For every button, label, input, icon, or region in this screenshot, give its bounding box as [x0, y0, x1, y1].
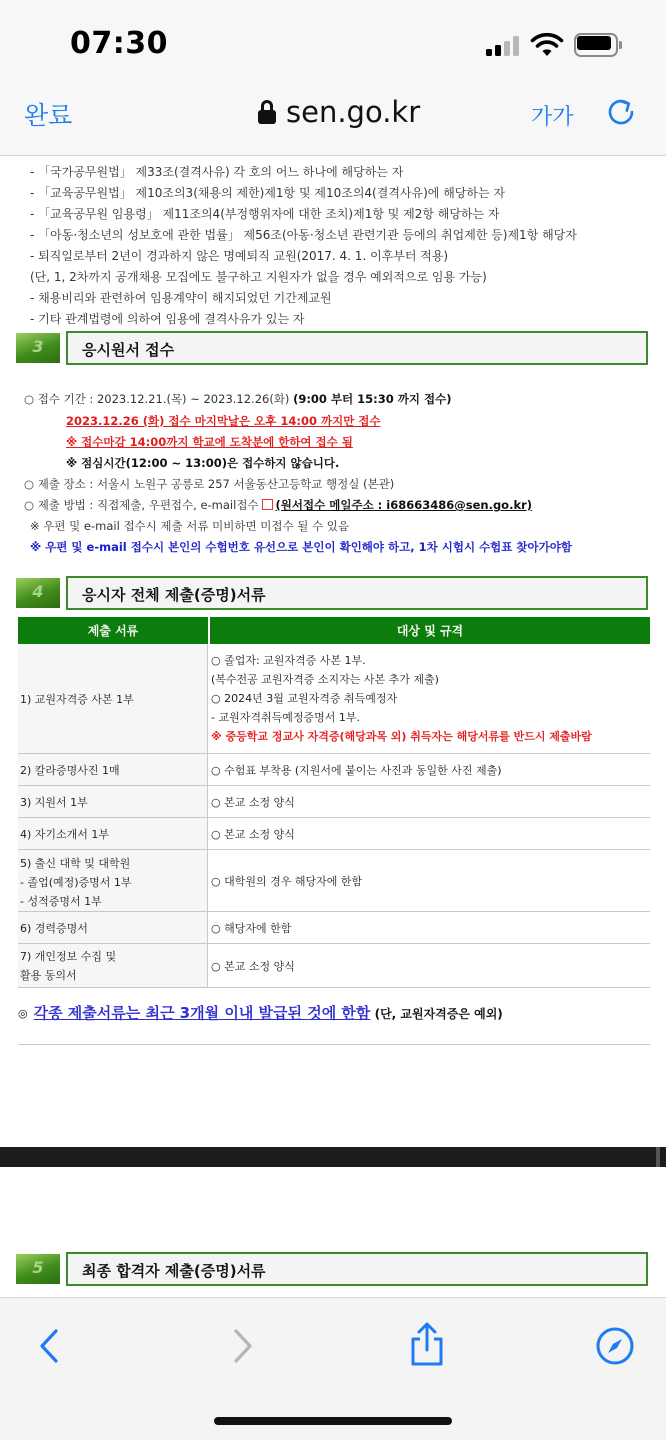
section-4-header: [16, 576, 650, 610]
section-title-box: [66, 331, 648, 365]
url-text: sen.go.kr: [286, 95, 421, 129]
wifi-icon: [530, 32, 564, 58]
spec-line: ○ 본교 소정 양식: [211, 959, 295, 973]
column-header: 제출 서류: [87, 624, 139, 638]
doc-name: 5) 출신 대학 및 대학원: [20, 857, 131, 870]
doc-name: - 졸업(예정)증명서 1부: [20, 876, 132, 889]
section-title: 최종 합격자 제출(증명)서류: [82, 1262, 266, 1280]
spec-line: ○ 수험표 부착용 (지원서에 붙이는 사진과 동일한 사진 제출): [211, 763, 502, 777]
section-title: 응시자 전체 제출(증명)서류: [82, 586, 266, 604]
table-header: [18, 617, 650, 644]
section-title-box: [66, 576, 648, 610]
compass-icon[interactable]: [595, 1326, 635, 1366]
address-bar[interactable]: [258, 94, 420, 130]
spec-line: ○ 본교 소정 양식: [211, 827, 295, 841]
page-content: [0, 157, 666, 1147]
share-icon[interactable]: [407, 1322, 447, 1368]
doc-name: 1) 교원자격증 사본 1부: [20, 692, 134, 706]
section-number-badge: 4: [16, 578, 60, 608]
browser-toolbar: [0, 1297, 666, 1440]
column-header: 대상 및 규격: [396, 624, 464, 638]
doc-name: 7) 개인정보 수집 및: [20, 950, 117, 963]
doc-name: 4) 자기소개서 1부: [20, 827, 110, 841]
section-3-header: [16, 331, 650, 365]
table-row: [18, 786, 650, 818]
spec-warning: ※ 중등학교 정교사 자격증(해당과목 외) 취득자는 해당서류를 반드시 제출바람: [211, 730, 592, 743]
page-break-band: [0, 1147, 666, 1167]
place-line: ○ 제출 장소 : 서울시 노원구 공릉로 257 서울동산고등학교 행정실 (본관): [24, 477, 395, 491]
doc-name: 3) 지원서 1부: [20, 795, 88, 809]
period-line: ○ 접수 기간 : 2023.12.21.(목) ~ 2023.12.26(화) (9:00 부터 15:30 까지 접수): [24, 392, 452, 406]
home-indicator: [214, 1417, 452, 1425]
spec-line: ○ 본교 소정 양식: [211, 795, 295, 809]
spec-line: - 교원자격취득예정증명서 1부.: [211, 711, 360, 724]
note-link[interactable]: 각종 제출서류는 최근 3개월 이내 발급된 것에 한함: [33, 1004, 371, 1022]
battery-icon: [574, 33, 622, 57]
lock-icon: [258, 100, 276, 124]
spec-line: ○ 대학원의 경우 해당자에 한함: [211, 874, 363, 888]
spec-line: ○ 해당자에 한함: [211, 921, 292, 935]
text-size-button[interactable]: 가가: [531, 105, 574, 130]
method-line: ○ 제출 방법 : 직접제출, 우편접수, e-mail접수 (원서접수 메일주소 : i68663486@sen.go.kr): [24, 498, 533, 512]
spec-line: ○ 2024년 3월 교원자격증 취득예정자: [211, 692, 398, 705]
section-5-header: [16, 1252, 650, 1286]
phone-verify-note: ※ 우편 및 e-mail 접수시 본인의 수험번호 유선으로 본인이 확인해야 하고, 1차 시험시 수험표 찾아가야함: [30, 540, 572, 554]
intro-line: - 「국가공무원법」 제33조(결격사유) 각 호의 어느 하나에 해당하는 자: [30, 165, 404, 179]
doc-name: 2) 칼라증명사진 1매: [20, 763, 120, 777]
table-row: [18, 944, 650, 988]
section-title-box: [66, 1252, 648, 1286]
reload-icon[interactable]: [604, 95, 638, 129]
table-row: [18, 644, 650, 754]
spec-line: (복수전공 교원자격증 소지자는 사본 추가 제출): [211, 673, 439, 686]
intro-line: - 기타 관계법령에 의하여 임용에 결격사유가 있는 자: [30, 312, 305, 326]
table-row: [18, 818, 650, 850]
table-row: [18, 912, 650, 944]
section-number-badge: 5: [16, 1254, 60, 1284]
table-row: [18, 850, 650, 912]
table-row: [18, 754, 650, 786]
intro-line: - 채용비리와 관련하여 임용계약이 해지되었던 기간제교원: [30, 291, 332, 305]
back-icon[interactable]: [30, 1326, 70, 1366]
documents-note: ◎ 각종 제출서류는 최근 3개월 이내 발급된 것에 한함 (단, 교원자격증은 예외): [18, 1004, 503, 1022]
deadline-warning: 2023.12.26 (화) 접수 마지막날은 오후 14:00 까지만 접수: [66, 414, 381, 428]
incomplete-note: ※ 우편 및 e-mail 접수시 제출 서류 미비하면 미접수 될 수 있음: [30, 519, 349, 533]
doc-name: 활용 동의서: [20, 969, 77, 982]
section-number-badge: 3: [16, 333, 60, 363]
arrival-warning: ※ 접수마감 14:00까지 학교에 도착분에 한하여 접수 됨: [66, 435, 353, 449]
intro-line: - 「아동·청소년의 성보호에 관한 법률」 제56조(아동·청소년 관련기관 등에의 취업제한 등)제1항 해당자: [30, 228, 577, 242]
forward-icon[interactable]: [222, 1326, 262, 1366]
browser-nav-bar: [0, 80, 666, 156]
status-bar: [0, 0, 666, 80]
section-title: 응시원서 접수: [82, 341, 175, 359]
intro-line: - 퇴직일로부터 2년이 경과하지 않은 명예퇴직 교원(2017. 4. 1. 이후부터 적용): [30, 249, 449, 263]
page-content-next: [0, 1167, 666, 1297]
cellular-signal-icon: [486, 36, 522, 56]
intro-line: - 「교육공무원 임용령」 제11조의4(부정행위자에 대한 조치)제1항 및 제2항 해당하는 자: [30, 207, 500, 221]
email-icon: [262, 499, 273, 510]
intro-line: - 「교육공무원법」 제10조의3(채용의 제한)제1항 및 제10조의4(결격사유)에 해당하는 자: [30, 186, 505, 200]
doc-name: - 성적증명서 1부: [20, 895, 102, 908]
email-address[interactable]: (원서접수 메일주소 : i68663486@sen.go.kr): [275, 498, 533, 512]
intro-line: (단, 1, 2차까지 공개채용 모집에도 불구하고 지원자가 없을 경우 예외적으로 임용 가능): [30, 270, 487, 284]
done-button[interactable]: 완료: [24, 101, 73, 130]
divider: [18, 1044, 650, 1045]
spec-line: ○ 졸업자: 교원자격증 사본 1부.: [211, 654, 366, 667]
status-time: 07:30: [70, 26, 168, 61]
note-symbol: ◎: [18, 1007, 28, 1020]
lunch-notice: ※ 점심시간(12:00 ~ 13:00)은 접수하지 않습니다.: [66, 456, 340, 470]
doc-name: 6) 경력증명서: [20, 921, 88, 935]
